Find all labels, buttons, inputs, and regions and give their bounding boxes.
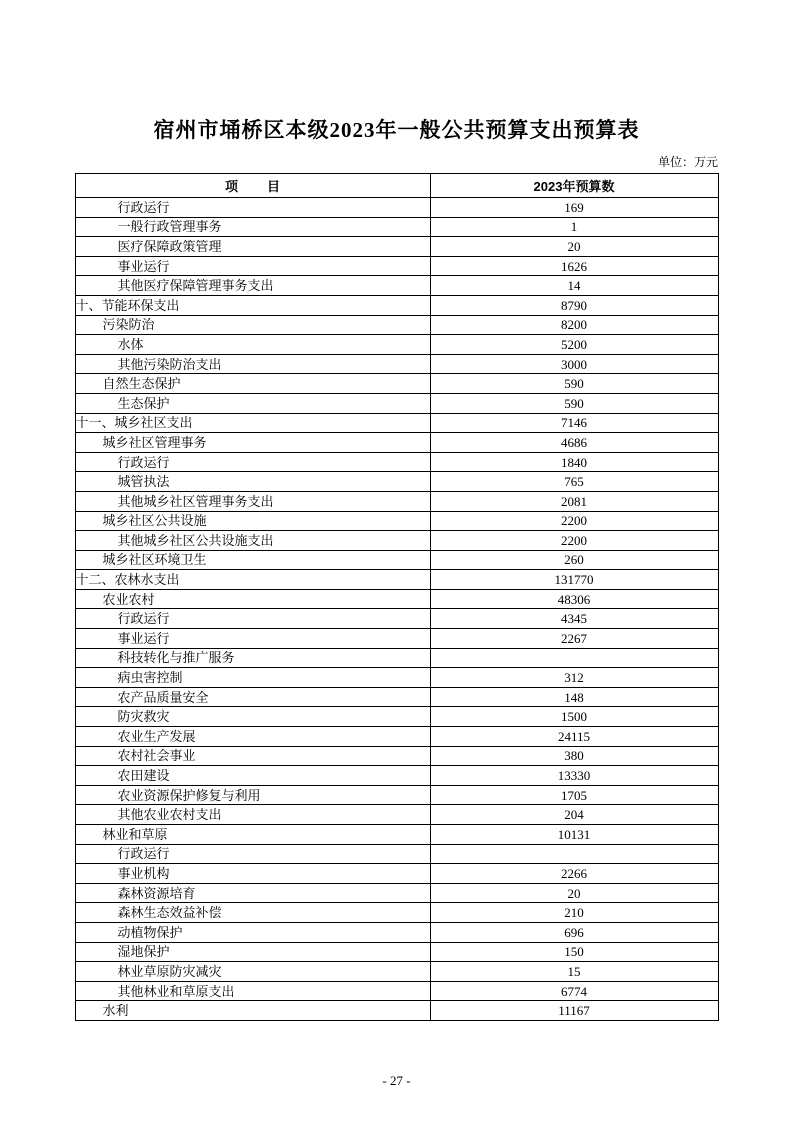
value-cell	[430, 648, 718, 668]
value-cell: 2266	[430, 864, 718, 884]
item-cell: 农业生产发展	[75, 727, 430, 747]
table-row	[75, 217, 718, 237]
value-cell: 10131	[430, 825, 718, 845]
item-cell: 其他城乡社区管理事务支出	[75, 491, 430, 511]
item-cell: 事业运行	[75, 256, 430, 276]
item-cell: 城乡社区管理事务	[75, 433, 430, 453]
table-row	[75, 491, 718, 511]
value-cell: 380	[430, 746, 718, 766]
value-cell: 24115	[430, 727, 718, 747]
value-cell: 169	[430, 198, 718, 218]
value-cell: 131770	[430, 570, 718, 590]
item-cell: 其他污染防治支出	[75, 354, 430, 374]
table-row	[75, 727, 718, 747]
value-cell: 2200	[430, 511, 718, 531]
item-cell: 行政运行	[75, 198, 430, 218]
item-cell: 森林生态效益补偿	[75, 903, 430, 923]
table-row	[75, 393, 718, 413]
item-cell: 城管执法	[75, 472, 430, 492]
table-row	[75, 962, 718, 982]
value-cell: 48306	[430, 589, 718, 609]
value-cell: 6774	[430, 981, 718, 1001]
item-cell: 医疗保障政策管理	[75, 237, 430, 257]
item-cell: 生态保护	[75, 393, 430, 413]
item-cell: 动植物保护	[75, 922, 430, 942]
item-cell: 城乡社区公共设施	[75, 511, 430, 531]
table-row	[75, 1001, 718, 1021]
item-cell: 十一、城乡社区支出	[75, 413, 430, 433]
item-cell: 事业运行	[75, 629, 430, 649]
value-cell: 2200	[430, 531, 718, 551]
table-row	[75, 648, 718, 668]
table-row	[75, 531, 718, 551]
header-value-column: 2023年预算数	[430, 174, 718, 198]
item-cell: 自然生态保护	[75, 374, 430, 394]
table-row	[75, 570, 718, 590]
value-cell: 4345	[430, 609, 718, 629]
value-cell: 1626	[430, 256, 718, 276]
value-cell: 1500	[430, 707, 718, 727]
table-row	[75, 746, 718, 766]
table-row	[75, 629, 718, 649]
table-row	[75, 472, 718, 492]
item-cell: 十二、农林水支出	[75, 570, 430, 590]
value-cell	[430, 844, 718, 864]
table-row	[75, 315, 718, 335]
table-row	[75, 922, 718, 942]
table-row	[75, 864, 718, 884]
table-row	[75, 511, 718, 531]
table-row	[75, 805, 718, 825]
item-cell: 农产品质量安全	[75, 687, 430, 707]
table-row	[75, 883, 718, 903]
table-row	[75, 707, 718, 727]
table-row	[75, 354, 718, 374]
item-cell: 水体	[75, 335, 430, 355]
value-cell: 1	[430, 217, 718, 237]
table-row	[75, 374, 718, 394]
budget-table	[75, 173, 719, 1021]
item-cell: 防灾救灾	[75, 707, 430, 727]
table-row	[75, 903, 718, 923]
item-cell: 其他农业农村支出	[75, 805, 430, 825]
value-cell: 696	[430, 922, 718, 942]
item-cell: 行政运行	[75, 452, 430, 472]
value-cell: 5200	[430, 335, 718, 355]
value-cell: 4686	[430, 433, 718, 453]
table-row	[75, 687, 718, 707]
item-cell: 农业农村	[75, 589, 430, 609]
value-cell: 260	[430, 550, 718, 570]
value-cell: 15	[430, 962, 718, 982]
item-cell: 水利	[75, 1001, 430, 1021]
value-cell: 20	[430, 237, 718, 257]
value-cell: 8790	[430, 295, 718, 315]
value-cell: 765	[430, 472, 718, 492]
value-cell: 20	[430, 883, 718, 903]
value-cell: 204	[430, 805, 718, 825]
header-item-column: 项 目	[75, 174, 430, 198]
table-row	[75, 452, 718, 472]
item-cell: 科技转化与推广服务	[75, 648, 430, 668]
item-cell: 十、节能环保支出	[75, 295, 430, 315]
table-row	[75, 198, 718, 218]
table-row	[75, 785, 718, 805]
item-cell: 城乡社区环境卫生	[75, 550, 430, 570]
table-row	[75, 668, 718, 688]
value-cell: 8200	[430, 315, 718, 335]
table-row	[75, 335, 718, 355]
item-cell: 农业资源保护修复与利用	[75, 785, 430, 805]
table-row	[75, 766, 718, 786]
table-row	[75, 413, 718, 433]
table-header	[75, 174, 718, 198]
value-cell: 150	[430, 942, 718, 962]
table-row	[75, 825, 718, 845]
value-cell: 210	[430, 903, 718, 923]
item-cell: 行政运行	[75, 609, 430, 629]
item-cell: 事业机构	[75, 864, 430, 884]
header-row	[75, 174, 718, 198]
item-cell: 污染防治	[75, 315, 430, 335]
value-cell: 590	[430, 393, 718, 413]
item-cell: 其他城乡社区公共设施支出	[75, 531, 430, 551]
value-cell: 1840	[430, 452, 718, 472]
value-cell: 13330	[430, 766, 718, 786]
value-cell: 7146	[430, 413, 718, 433]
table-row	[75, 295, 718, 315]
value-cell: 1705	[430, 785, 718, 805]
item-cell: 森林资源培育	[75, 883, 430, 903]
value-cell: 590	[430, 374, 718, 394]
value-cell: 3000	[430, 354, 718, 374]
value-cell: 2267	[430, 629, 718, 649]
table-row	[75, 609, 718, 629]
table-row	[75, 276, 718, 296]
value-cell: 312	[430, 668, 718, 688]
item-cell: 农村社会事业	[75, 746, 430, 766]
table-row	[75, 844, 718, 864]
table-row	[75, 942, 718, 962]
page-title: 宿州市埇桥区本级2023年一般公共预算支出预算表	[153, 118, 640, 142]
item-cell: 林业和草原	[75, 825, 430, 845]
item-cell: 林业草原防灾减灾	[75, 962, 430, 982]
value-cell: 11167	[430, 1001, 718, 1021]
item-cell: 行政运行	[75, 844, 430, 864]
table-row	[75, 589, 718, 609]
table-row	[75, 433, 718, 453]
item-cell: 一般行政管理事务	[75, 217, 430, 237]
unit-note: 单位：万元	[657, 155, 718, 169]
value-cell: 148	[430, 687, 718, 707]
value-cell: 14	[430, 276, 718, 296]
item-cell: 病虫害控制	[75, 668, 430, 688]
budget-table-body	[75, 198, 718, 1021]
table-row	[75, 256, 718, 276]
item-cell: 其他医疗保障管理事务支出	[75, 276, 430, 296]
table-row	[75, 981, 718, 1001]
item-cell: 湿地保护	[75, 942, 430, 962]
item-cell: 其他林业和草原支出	[75, 981, 430, 1001]
table-row	[75, 550, 718, 570]
item-cell: 农田建设	[75, 766, 430, 786]
page-number: - 27 -	[382, 1073, 411, 1088]
value-cell: 2081	[430, 491, 718, 511]
table-row	[75, 237, 718, 257]
